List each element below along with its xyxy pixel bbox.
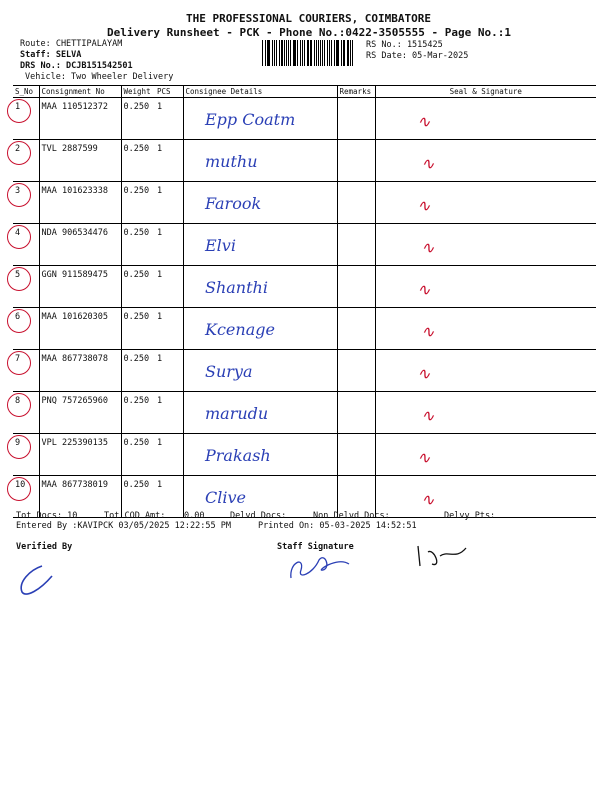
row-consignment: MAA 101620305 [39, 308, 121, 350]
row-pcs: 1 [155, 350, 183, 392]
staff-signature [285, 548, 355, 584]
consignee-handwriting: Surya [205, 361, 253, 381]
row-pcs: 1 [155, 266, 183, 308]
row-consignment: GGN 911589475 [39, 266, 121, 308]
tot-docs: Tot Docs: 10 [16, 511, 78, 521]
row-consignment: NDA 906534476 [39, 224, 121, 266]
consignee-handwriting: marudu [205, 403, 269, 423]
row-weight: 0.250 [121, 182, 155, 224]
runsheet-title: Delivery Runsheet - PCK - Phone No.:0422-3505555 - Page No.:1 [107, 26, 511, 39]
receiver-signature-mark: ∿ [421, 321, 435, 341]
sno-circle-mark [7, 435, 31, 459]
row-weight: 0.250 [121, 392, 155, 434]
sno-circle-mark [7, 309, 31, 333]
staff-initials [412, 542, 472, 572]
sno-circle-mark [7, 351, 31, 375]
col-pcs: PCS [155, 86, 183, 98]
vehicle-label: Vehicle: Two Wheeler Delivery [25, 72, 174, 82]
consignee-handwriting: Epp Coatm [205, 109, 296, 129]
consignee-handwriting: muthu [205, 151, 258, 171]
barcode-bar [327, 40, 329, 66]
receiver-signature-mark: ∿ [421, 489, 435, 509]
row-pcs: 1 [155, 98, 183, 140]
consignee-handwriting: Farook [205, 193, 262, 213]
barcode-bar [320, 40, 321, 66]
barcode-bar [293, 40, 294, 66]
barcode-bar [290, 40, 291, 66]
barcode-bar [314, 40, 315, 66]
barcode [262, 40, 354, 66]
row-remarks [337, 308, 375, 350]
barcode-bar [286, 40, 287, 66]
row-remarks [337, 140, 375, 182]
receiver-signature-mark: ∿ [417, 279, 431, 299]
barcode-bar [334, 40, 335, 66]
barcode-bar [294, 40, 295, 66]
delvd-docs: Delvd Docs: [230, 511, 287, 521]
entered-by: Entered By :KAVIPCK 03/05/2025 12:22:55 PM [16, 521, 231, 531]
rs-no-label: RS No.: 1515425 [366, 40, 443, 50]
row-remarks [337, 266, 375, 308]
row-consignment: TVL 2887599 [39, 140, 121, 182]
row-sno: 6 [13, 308, 39, 350]
row-pcs: 1 [155, 140, 183, 182]
barcode-bar [350, 40, 351, 66]
consignee-handwriting: Shanthi [205, 277, 268, 297]
row-consignment: VPL 225390135 [39, 434, 121, 476]
drs-label: DRS No.: DCJB151542501 [20, 61, 133, 71]
table-row [13, 308, 596, 350]
row-signature [375, 266, 596, 308]
company-name: THE PROFESSIONAL COURIERS, COIMBATORE [186, 12, 432, 25]
row-signature [375, 224, 596, 266]
row-sno: 3 [13, 182, 39, 224]
barcode-bar [304, 40, 305, 66]
receiver-signature-mark: ∿ [417, 447, 431, 467]
barcode-bar [337, 40, 338, 66]
receiver-signature-mark: ∿ [417, 195, 431, 215]
sno-circle-mark [7, 393, 31, 417]
row-remarks [337, 182, 375, 224]
row-consignment: MAA 867738019 [39, 476, 121, 518]
row-signature [375, 350, 596, 392]
row-consignment: PNQ 757265960 [39, 392, 121, 434]
barcode-bar [336, 40, 337, 66]
receiver-signature-mark: ∿ [417, 363, 431, 383]
barcode-bar [279, 40, 280, 66]
row-weight: 0.250 [121, 266, 155, 308]
row-consignment: MAA 110512372 [39, 98, 121, 140]
row-sno: 7 [13, 350, 39, 392]
row-remarks [337, 434, 375, 476]
printed-on: Printed On: 05-03-2025 14:52:51 [258, 521, 417, 531]
row-remarks [337, 98, 375, 140]
tot-cod-label: Tot COD Amt: [104, 511, 166, 521]
barcode-bar [318, 40, 319, 66]
row-weight: 0.250 [121, 350, 155, 392]
table-row [13, 98, 596, 140]
col-consignment: Consignment No [39, 86, 121, 98]
table-row [13, 182, 596, 224]
sno-circle-mark [7, 267, 31, 291]
runsheet-table [13, 85, 596, 518]
row-pcs: 1 [155, 182, 183, 224]
row-pcs: 1 [155, 434, 183, 476]
barcode-bar [347, 40, 349, 66]
rs-date-label: RS Date: 05-Mar-2025 [366, 51, 469, 61]
sno-circle-mark [7, 477, 31, 501]
staff-signature-label: Staff Signature [277, 542, 354, 552]
barcode-bar [352, 40, 353, 66]
row-signature [375, 308, 596, 350]
barcode-bar [344, 40, 345, 66]
sno-circle-mark [7, 225, 31, 249]
row-signature [375, 140, 596, 182]
table-header-row [13, 86, 596, 98]
row-remarks [337, 392, 375, 434]
row-sno: 1 [13, 98, 39, 140]
table-row [13, 140, 596, 182]
row-weight: 0.250 [121, 224, 155, 266]
barcode-bar [272, 40, 273, 66]
barcode-bar [343, 40, 344, 66]
consignee-handwriting: Elvi [205, 235, 236, 255]
route-label: Route: CHETTIPALAYAM [20, 39, 123, 49]
row-sno: 4 [13, 224, 39, 266]
consignee-handwriting: Kcenage [205, 319, 275, 339]
barcode-bar [316, 40, 317, 66]
col-sno: S_No [13, 86, 39, 98]
row-pcs: 1 [155, 224, 183, 266]
barcode-bar [281, 40, 283, 66]
row-signature [375, 182, 596, 224]
barcode-bar [322, 40, 323, 66]
barcode-bar [297, 40, 299, 66]
table-row [13, 434, 596, 476]
table-row [13, 350, 596, 392]
barcode-bar [268, 40, 270, 66]
receiver-signature-mark: ∿ [421, 153, 435, 173]
table-row [13, 224, 596, 266]
row-sno: 5 [13, 266, 39, 308]
sno-circle-mark [7, 183, 31, 207]
row-weight: 0.250 [121, 98, 155, 140]
row-consignment: MAA 867738078 [39, 350, 121, 392]
row-signature [375, 98, 596, 140]
barcode-bar [276, 40, 277, 66]
consignee-handwriting: Clive [205, 487, 246, 507]
col-consignee: Consignee Details [183, 86, 337, 98]
row-pcs: 1 [155, 392, 183, 434]
col-weight: Weight [121, 86, 155, 98]
col-remarks: Remarks [337, 86, 375, 98]
row-sno: 9 [13, 434, 39, 476]
tot-cod-value: 0.00 [184, 511, 205, 521]
row-weight: 0.250 [121, 140, 155, 182]
table-row [13, 392, 596, 434]
non-delvd-docs: Non Delvd Docs: [313, 511, 390, 521]
barcode-bar [331, 40, 332, 66]
row-sno: 2 [13, 140, 39, 182]
row-signature [375, 392, 596, 434]
barcode-bar [262, 40, 263, 66]
row-consignment: MAA 101623338 [39, 182, 121, 224]
row-pcs: 1 [155, 476, 183, 518]
barcode-bar [274, 40, 275, 66]
receiver-signature-mark: ∿ [417, 111, 431, 131]
consignee-handwriting: Prakash [205, 445, 271, 465]
barcode-bar [302, 40, 303, 66]
row-signature [375, 434, 596, 476]
table-row [13, 266, 596, 308]
barcode-bar [288, 40, 289, 66]
verified-by-label: Verified By [16, 542, 73, 552]
row-pcs: 1 [155, 308, 183, 350]
barcode-bar [265, 40, 266, 66]
col-signature: Seal & Signature [375, 86, 596, 98]
barcode-bar [284, 40, 285, 66]
row-sno: 10 [13, 476, 39, 518]
sno-circle-mark [7, 141, 31, 165]
row-weight: 0.250 [121, 308, 155, 350]
sno-circle-mark [7, 99, 31, 123]
row-weight: 0.250 [121, 434, 155, 476]
barcode-bar [300, 40, 301, 66]
delvy-pts: Delvy Pts: [444, 511, 496, 521]
staff-label: Staff: SELVA [20, 50, 82, 60]
barcode-bar [329, 40, 330, 66]
barcode-bar [310, 40, 312, 66]
row-weight: 0.250 [121, 476, 155, 518]
receiver-signature-mark: ∿ [421, 405, 435, 425]
receiver-signature-mark: ∿ [421, 237, 435, 257]
barcode-bar [341, 40, 342, 66]
row-sno: 8 [13, 392, 39, 434]
row-remarks [337, 224, 375, 266]
barcode-bar [267, 40, 268, 66]
verifier-signature [12, 560, 62, 600]
barcode-bar [308, 40, 309, 66]
barcode-bar [307, 40, 308, 66]
table-row [13, 476, 596, 518]
row-remarks [337, 350, 375, 392]
barcode-bar [324, 40, 325, 66]
